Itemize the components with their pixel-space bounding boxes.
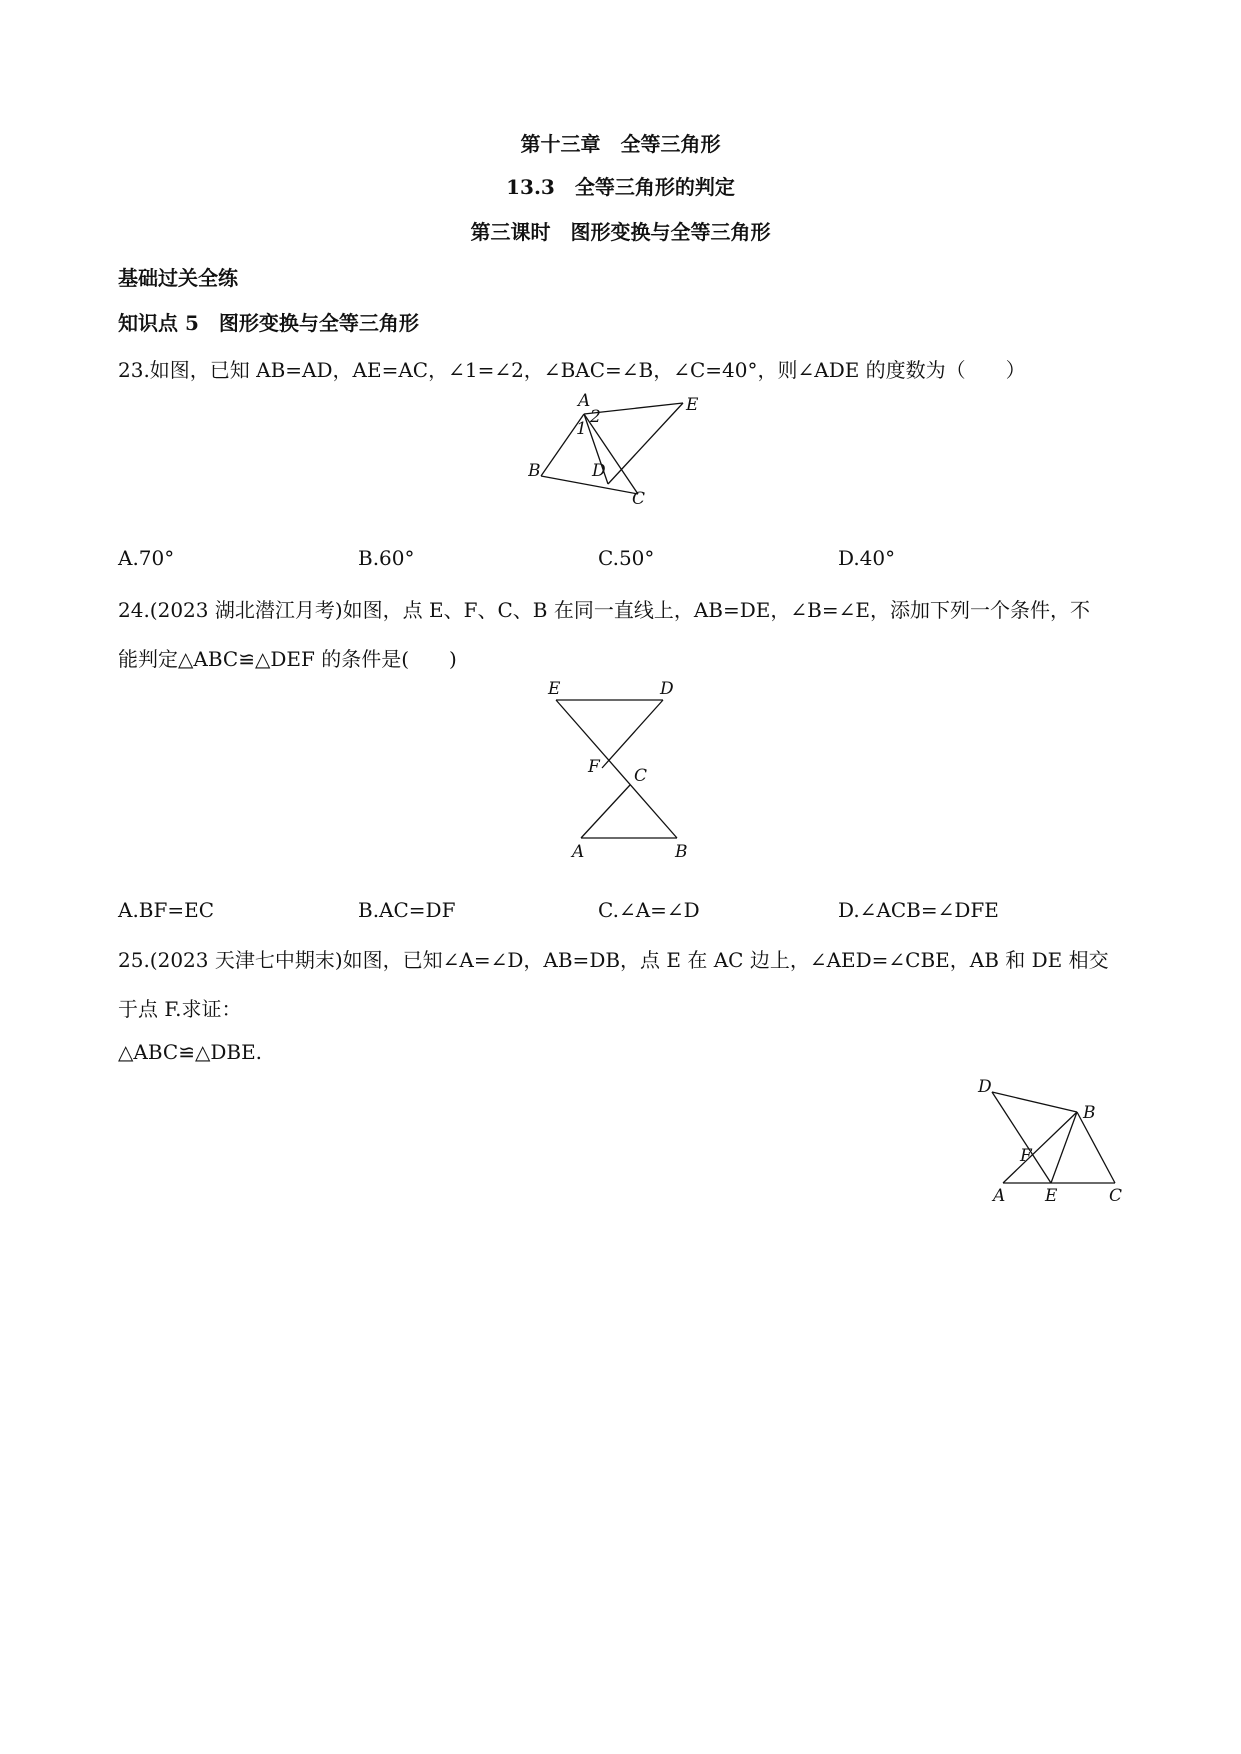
label-e: E (686, 395, 699, 415)
label-a: A (993, 1186, 1006, 1205)
segment-bc (541, 476, 638, 494)
chapter-title: 第十三章 全等三角形 (520, 132, 721, 156)
label-e: E (548, 679, 561, 699)
question-25-figure (965, 1070, 1125, 1205)
label-d: D (592, 461, 606, 481)
label-c: C (632, 489, 646, 506)
segment-de (608, 403, 683, 484)
question-24-text: 24.(2023 湖北潜江月考)如图，点 E、F、C、B 在同一直线上，AB=DE，∠B=∠E，添加下列一个条件，不 (118, 598, 1090, 622)
section-title: 13.3 全等三角形的判定 (506, 175, 735, 199)
question-23-options (118, 546, 1118, 574)
option-d: D.∠ACB=∠DFE (838, 898, 999, 922)
segment-eb (1051, 1112, 1077, 1183)
label-d: D (978, 1077, 992, 1097)
label-c: C (634, 766, 648, 786)
question-23-text: 23.如图，已知 AB=AD，AE=AC，∠1=∠2，∠BAC=∠B，∠C=40°，则∠ADE 的度数为（ ） (118, 358, 1026, 382)
option-b: B.60° (358, 546, 415, 570)
segment-ca (581, 785, 630, 838)
label-b: B (528, 461, 541, 481)
label-a: A (572, 842, 585, 862)
lesson-title: 第三课时 图形变换与全等三角形 (470, 220, 771, 244)
segment-df (602, 700, 663, 768)
practice-title: 基础过关全练 (118, 266, 238, 290)
label-b: B (1083, 1103, 1096, 1123)
label-d: D (660, 679, 674, 699)
knowledge-point-title: 知识点 5 图形变换与全等三角形 (118, 311, 419, 335)
question-23-figure (528, 386, 718, 506)
label-angle-2: 2 (590, 407, 601, 427)
label-e: E (1045, 1186, 1058, 1205)
option-b: B.AC=DF (358, 898, 456, 922)
question-24-text-cont: 能判定△ABC≌△DEF 的条件是( ) (118, 647, 457, 671)
option-c: C.50° (598, 546, 655, 570)
option-a: A.BF=EC (118, 898, 215, 922)
option-d: D.40° (838, 546, 896, 570)
question-25-text-cont: 于点 F.求证： (118, 997, 242, 1021)
segment-ab (1003, 1112, 1077, 1183)
segment-eb (556, 700, 677, 838)
option-a: A.70° (118, 546, 175, 570)
label-c: C (1109, 1186, 1123, 1205)
label-b: B (675, 842, 688, 862)
question-25-text: 25.(2023 天津七中期末)如图，已知∠A=∠D，AB=DB，点 E 在 AC 边上，∠AED=∠CBE，AB 和 DE 相交 (118, 948, 1109, 972)
question-24-figure (538, 670, 698, 865)
label-a: A (578, 391, 591, 411)
option-c: C.∠A=∠D (598, 898, 700, 922)
label-f: F (1020, 1146, 1032, 1166)
label-f: F (588, 757, 600, 777)
question-25-statement: △ABC≌△DBE. (118, 1040, 263, 1064)
label-angle-1: 1 (576, 419, 587, 439)
segment-de (992, 1092, 1051, 1183)
question-24-options (118, 898, 1118, 926)
segment-db (992, 1092, 1077, 1112)
